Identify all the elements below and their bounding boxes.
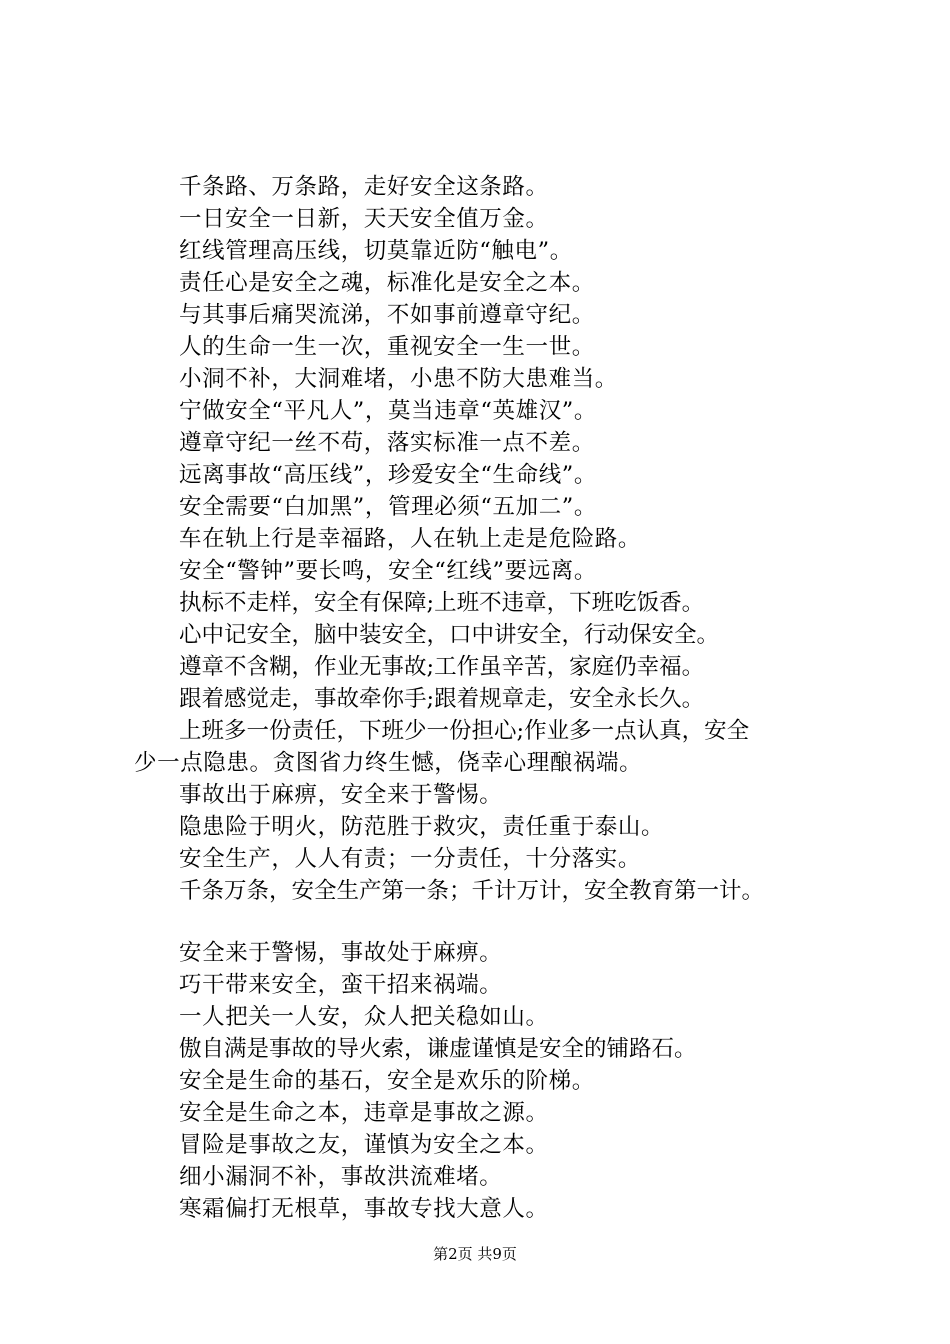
slogan-line: 寒霜偏打无根草，事故专找大意人。 bbox=[179, 1196, 549, 1222]
slogan-line: 事故出于麻痹，安全来于警惕。 bbox=[179, 782, 503, 808]
slogan-line: 遵章守纪一丝不苟，落实标准一点不差。 bbox=[179, 430, 595, 456]
slogan-list bbox=[134, 171, 846, 1225]
slogan-line: 红线管理高压线，切莫靠近防“触电”。 bbox=[179, 238, 573, 264]
slogan-line: 巧干带来安全，蛮干招来祸端。 bbox=[179, 972, 503, 998]
slogan-line: 隐患险于明火，防范胜于救灾，责任重于泰山。 bbox=[179, 814, 665, 840]
slogan-line: 人的生命一生一次，重视安全一生一世。 bbox=[179, 334, 595, 360]
slogan-line: 上班多一份责任，下班少一份担心;作业多一点认真，安全 bbox=[179, 718, 750, 744]
paragraph-gap bbox=[134, 907, 846, 937]
slogan-line: 宁做安全“平凡人”，莫当违章“英雄汉”。 bbox=[179, 398, 598, 424]
slogan-line: 一人把关一人安，众人把关稳如山。 bbox=[179, 1004, 549, 1030]
slogan-line: 遵章不含糊，作业无事故;工作虽辛苦，家庭仍幸福。 bbox=[179, 654, 705, 680]
page-number-footer: 第2页 共9页 bbox=[433, 1245, 517, 1263]
slogan-line: 与其事后痛哭流涕，不如事前遵章守纪。 bbox=[179, 302, 595, 328]
slogan-line-continuation: 少一点隐患。贪图省力终生憾，侥幸心理酿祸端。 bbox=[134, 750, 643, 776]
slogan-line: 千条万条，安全生产第一条；千计万计，安全教育第一计。 bbox=[179, 878, 765, 904]
slogan-line: 千条路、万条路，走好安全这条路。 bbox=[179, 174, 549, 200]
slogan-line: 安全来于警惕，事故处于麻痹。 bbox=[179, 940, 503, 966]
slogan-line: 安全是生命之本，违章是事故之源。 bbox=[179, 1100, 549, 1126]
slogan-line: 一日安全一日新，天天安全值万金。 bbox=[179, 206, 549, 232]
slogan-line: 远离事故“高压线”，珍爱安全“生命线”。 bbox=[179, 462, 598, 488]
slogan-line: 责任心是安全之魂，标准化是安全之本。 bbox=[179, 270, 595, 296]
slogan-line: 细小漏洞不补，事故洪流难堵。 bbox=[179, 1164, 503, 1190]
slogan-line: 小洞不补，大洞难堵，小患不防大患难当。 bbox=[179, 366, 618, 392]
slogan-line: 安全需要“白加黑”，管理必须“五加二”。 bbox=[179, 494, 598, 520]
slogan-line: 跟着感觉走，事故牵你手;跟着规章走，安全永长久。 bbox=[179, 686, 705, 712]
slogan-line: 车在轨上行是幸福路，人在轨上走是危险路。 bbox=[179, 526, 642, 552]
slogan-line: 傲自满是事故的导火索，谦虚谨慎是安全的铺路石。 bbox=[179, 1036, 697, 1062]
slogan-line: 安全“警钟”要长鸣，安全“红线”要远离。 bbox=[179, 558, 598, 584]
slogan-line: 安全生产，人人有责；一分责任，十分落实。 bbox=[179, 846, 642, 872]
slogan-line: 安全是生命的基石，安全是欢乐的阶梯。 bbox=[179, 1068, 595, 1094]
slogan-line: 心中记安全，脑中装安全，口中讲安全，行动保安全。 bbox=[179, 622, 720, 648]
slogan-line: 冒险是事故之友，谨慎为安全之本。 bbox=[179, 1132, 549, 1158]
slogan-line: 执标不走样，安全有保障;上班不违章，下班吃饭香。 bbox=[179, 590, 705, 616]
